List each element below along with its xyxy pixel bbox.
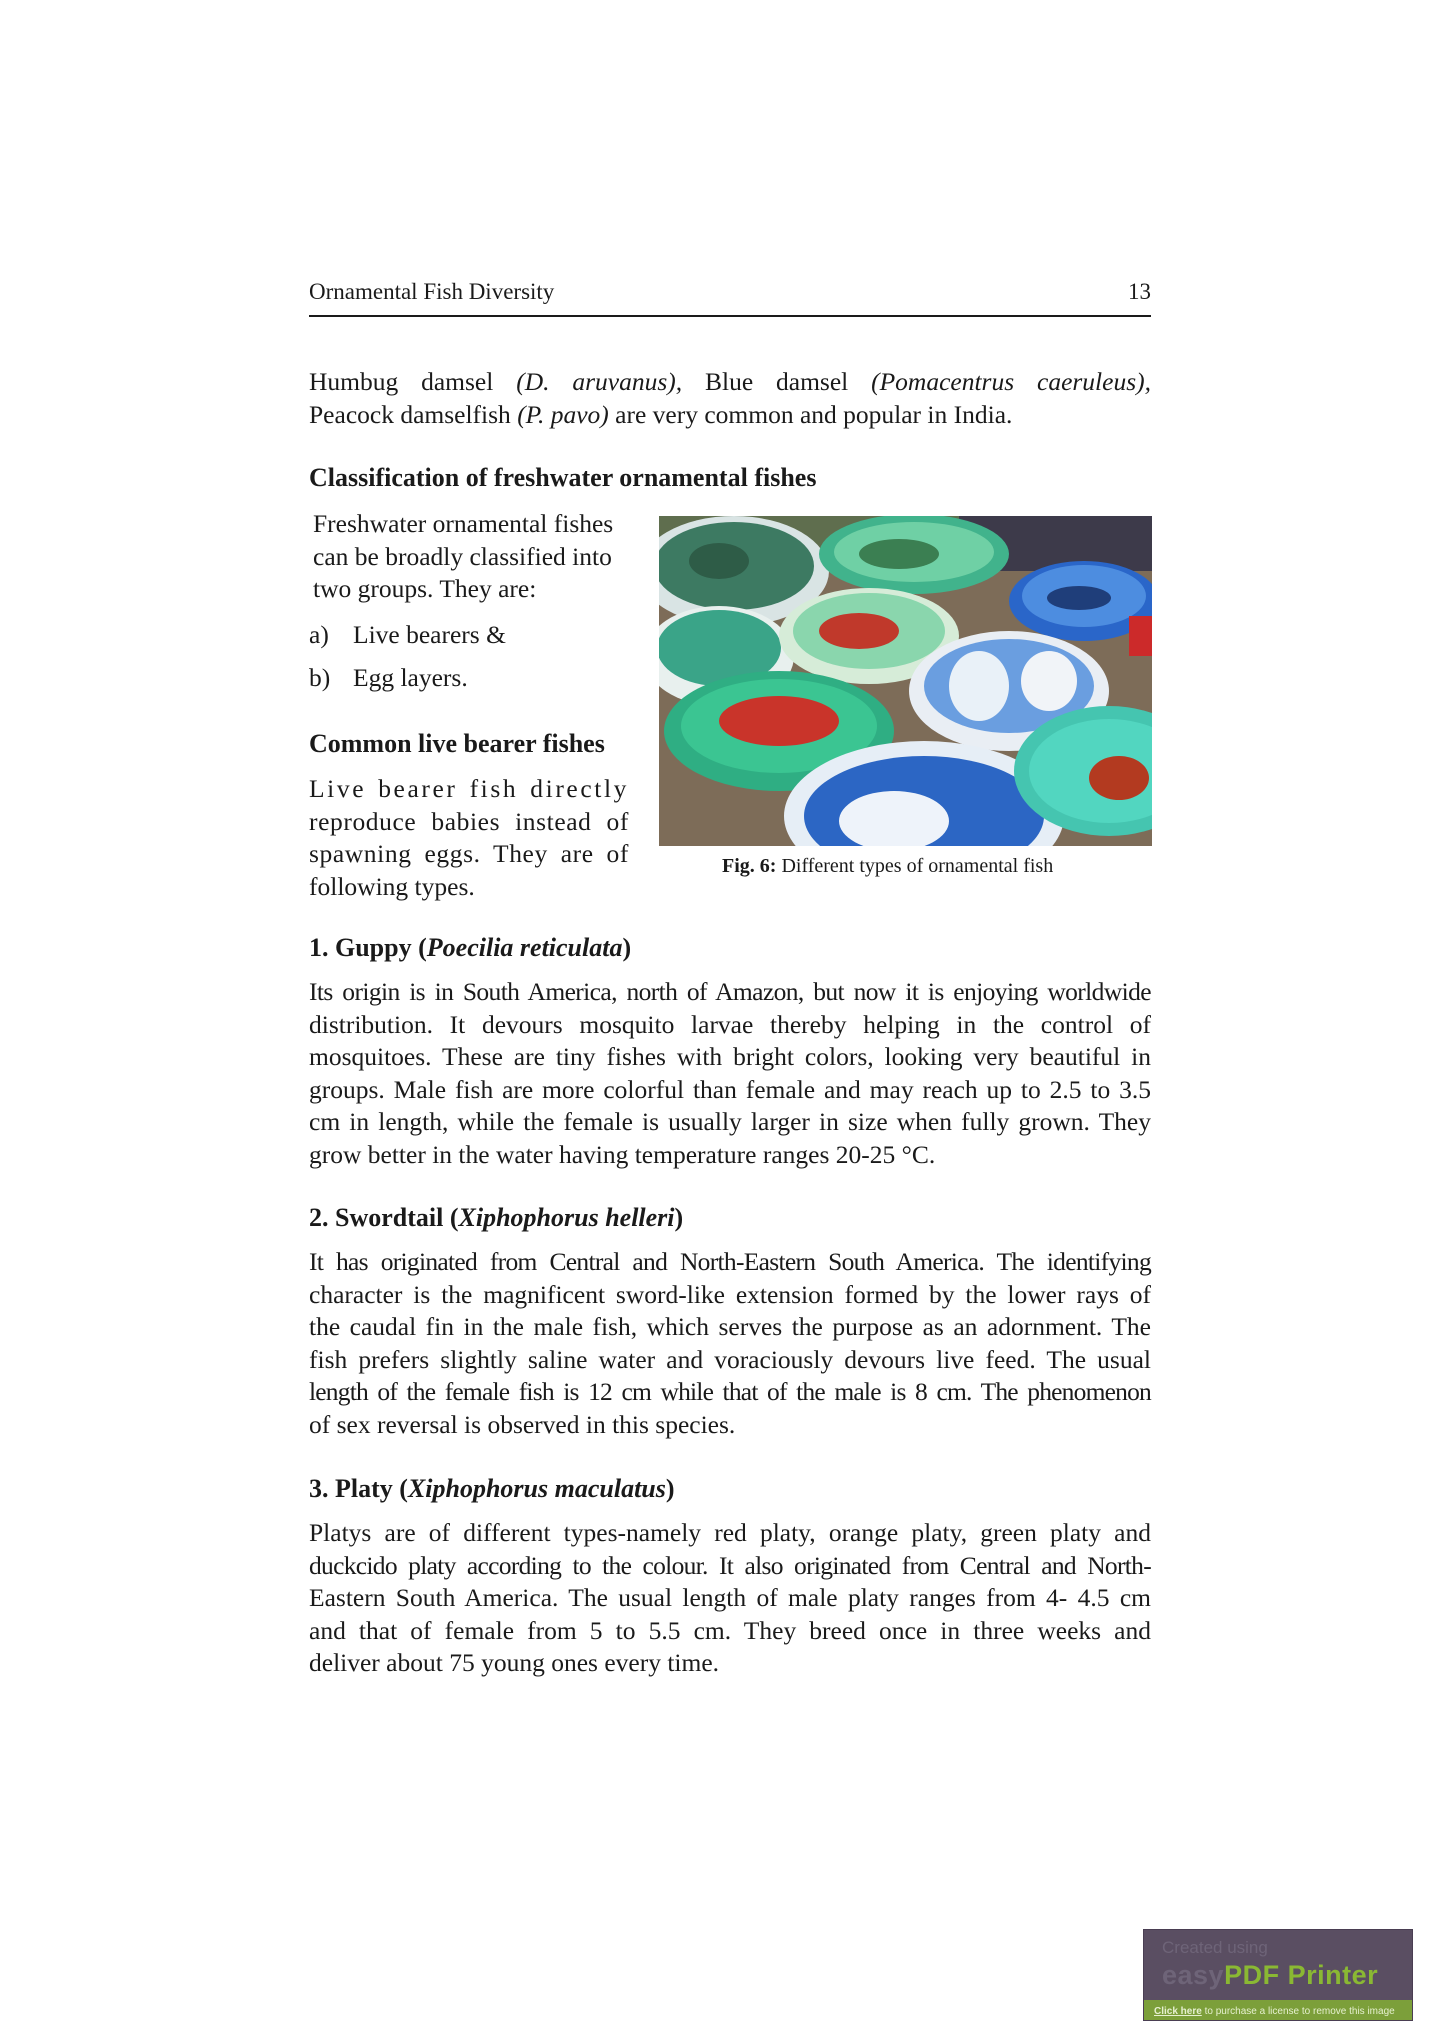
figure-ornamental-fish-photo (659, 516, 1152, 846)
text-line: following types. (309, 871, 475, 901)
text-line: character is the magnificent sword-like extension formed by the lower rays of (309, 1279, 1151, 1309)
pdf-printer-watermark (1143, 1929, 1413, 2021)
text-line: reproduce babies instead of (309, 806, 629, 836)
text-line: spawning eggs. They are of (309, 839, 629, 868)
text-line: distribution. It devours mosquito larvae thereby helping in the control of (309, 1009, 1151, 1039)
text-line: two groups. They are: (313, 574, 537, 603)
text-line: fish prefers slightly saline water and voraciously devours live feed. The usual (309, 1344, 1151, 1374)
fish-basins-illustration (659, 516, 1152, 846)
classification-heading: Classification of freshwater ornamental fishes (309, 463, 817, 492)
live-bearers-text (309, 773, 629, 903)
text-line: It has originated from Central and North-Eastern South America. The identifying (309, 1247, 1151, 1276)
text-line: the caudal fin in the male fish, which serves the purpose as an adornment. The (309, 1312, 1151, 1341)
page-number: 13 (1128, 279, 1151, 304)
watermark-brand: easyPDF Printer (1162, 1960, 1379, 1990)
text-line: length of the female fish is 12 cm while that of the male is 8 cm. The phenomenon (309, 1377, 1151, 1406)
text-line: cm in length, while the female is usually larger in size when fully grown. They (309, 1107, 1151, 1136)
intro-line-2: Peacock damselfish (P. pavo) are very common and popular in India. (309, 399, 1013, 429)
section-heading-swordtail: 2. Swordtail (Xiphophorus helleri) (309, 1203, 684, 1232)
text-line: groups. Male fish are more colorful than female and may reach up to 2.5 to 3.5 (309, 1074, 1151, 1104)
running-header (309, 275, 1151, 317)
text-line: Freshwater ornamental fishes (313, 509, 614, 538)
section-heading-platy: 3. Platy (Xiphophorus maculatus) (309, 1474, 675, 1503)
text-line: duckcido platy according to the colour. It also originated from Central and North- (309, 1550, 1151, 1580)
text-line: mosquitoes. These are tiny fishes with bright colors, looking very beautiful in (309, 1042, 1151, 1071)
text-line: deliver about 75 young ones every time. (309, 1648, 720, 1677)
text-line: grow better in the water having temperature ranges 20-25 °C. (309, 1139, 936, 1169)
text-line: Its origin is in South America, north of Amazon, but now it is enjoying worldwide (309, 977, 1151, 1006)
watermark-created-using: Created using (1162, 1938, 1268, 1957)
guppy-paragraph (309, 976, 1151, 1171)
platy-paragraph (309, 1517, 1151, 1680)
text-line: and that of female from 5 to 5.5 cm. They breed once in three weeks and (309, 1615, 1151, 1645)
figure-caption: Fig. 6: Different types of ornamental fish (722, 855, 1054, 877)
text-line: Live bearer fish directly (309, 774, 629, 803)
swordtail-paragraph (309, 1246, 1151, 1441)
text-line: Eastern South America. The usual length of male platy ranges from 4- 4.5 cm (309, 1583, 1151, 1612)
text-line: of sex reversal is observed in this species. (309, 1409, 736, 1439)
text-line: Platys are of different types-namely red platy, orange platy, green platy and (309, 1518, 1151, 1547)
running-title: Ornamental Fish Diversity (309, 279, 555, 304)
live-bearers-heading: Common live bearer fishes (309, 729, 605, 758)
figure-label: Fig. 6: (722, 855, 777, 877)
intro-line-1: Humbug damsel (D. aruvanus), Blue damsel (Pomacentrus caeruleus), (309, 367, 1152, 396)
text-line: can be broadly classified into (313, 541, 612, 571)
list-item-live-bearers: a) Live bearers & (309, 620, 506, 649)
section-heading-guppy: 1. Guppy (Poecilia reticulata) (309, 933, 632, 962)
list-item-egg-layers: b) Egg layers. (309, 663, 468, 692)
classification-text (313, 508, 633, 606)
watermark-purchase-link[interactable]: Click here to purchase a license to remove this image (1154, 2006, 1395, 2017)
intro-paragraph (309, 366, 1151, 431)
